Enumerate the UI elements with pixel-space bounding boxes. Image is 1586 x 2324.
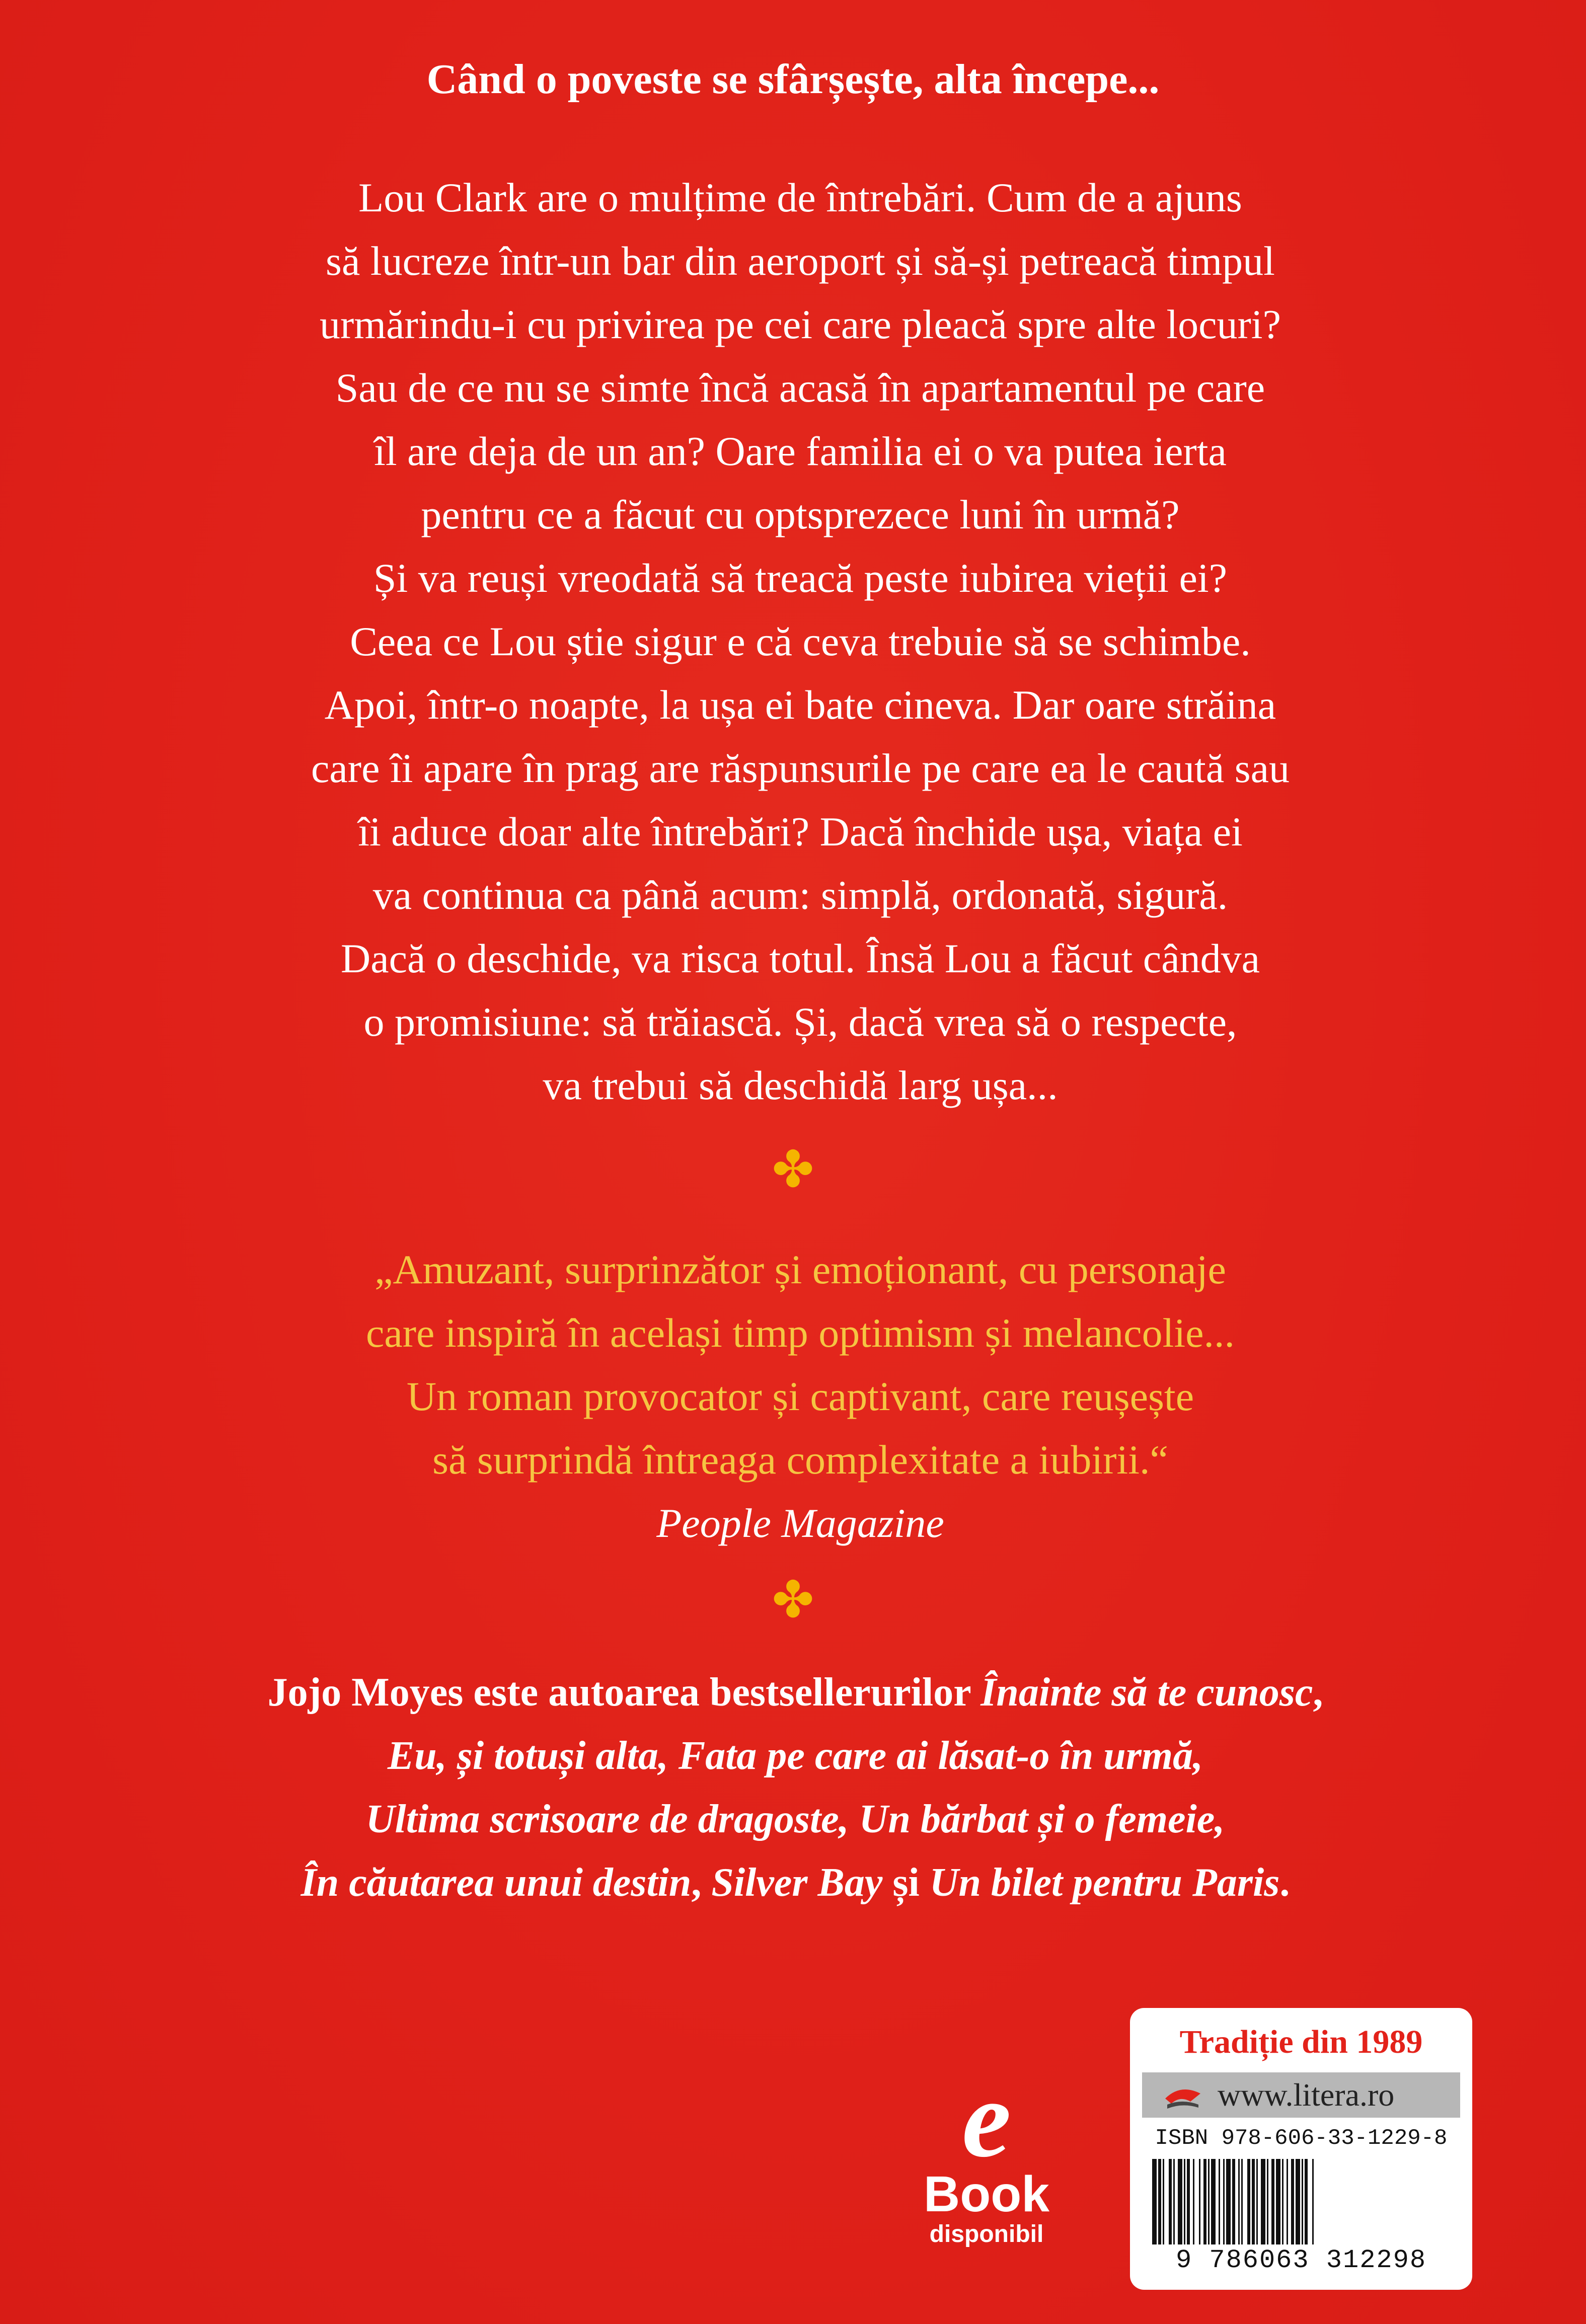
barcode-bar bbox=[1211, 2159, 1216, 2244]
blurb-line: Apoi, într-o noapte, la ușa ei bate cineva. Dar oare străina bbox=[324, 682, 1276, 728]
quote-line: care inspiră în același timp optimism și melancolie... bbox=[365, 1310, 1235, 1356]
ebook-book-label: Book bbox=[924, 2166, 1049, 2222]
barcode-bar bbox=[1163, 2159, 1164, 2244]
barcode-bar bbox=[1232, 2159, 1235, 2244]
blurb-line: o promisiune: să trăiască. Și, dacă vrea să o respecte, bbox=[363, 999, 1237, 1045]
barcode-bar bbox=[1252, 2159, 1255, 2244]
barcode-bar bbox=[1158, 2159, 1161, 2244]
tagline: Când o poveste se sfârșește, alta începe... bbox=[426, 56, 1160, 103]
punctuation: . bbox=[1279, 1861, 1290, 1905]
publisher-strip bbox=[1142, 2072, 1460, 2118]
barcode-bar bbox=[1219, 2159, 1220, 2244]
review-quote bbox=[166, 1238, 1434, 1555]
barcode-bar bbox=[1247, 2159, 1250, 2244]
barcode-bar bbox=[1152, 2159, 1157, 2244]
book-titles: Eu, și totuși alta, Fata pe care ai lăsat-o în urmă, bbox=[387, 1734, 1203, 1778]
ornament-flower-icon: ✤ bbox=[772, 1572, 814, 1628]
publisher-website: www.litera.ro bbox=[1218, 2077, 1395, 2113]
author-line bbox=[91, 1788, 1500, 1851]
blurb-line: Și va reuși vreodată să treacă peste iubirea vieții ei? bbox=[373, 555, 1228, 601]
quote-line: să surprindă întreaga complexitate a iubirii.“ bbox=[432, 1437, 1168, 1483]
blurb-line: Dacă o deschide, va risca totul. Însă Lou a făcut cândva bbox=[341, 936, 1260, 981]
quote-line: „Amuzant, surprinzător și emoționant, cu personaje bbox=[374, 1247, 1226, 1292]
barcode-bar bbox=[1238, 2159, 1240, 2244]
book-title: În căutarea unui destin bbox=[300, 1861, 692, 1905]
blurb-line: îi aduce doar alte întrebări? Dacă închide ușa, viața ei bbox=[358, 809, 1243, 855]
barcode-bar bbox=[1261, 2159, 1265, 2244]
blurb-line: îl are deja de un an? Oare familia ei o va putea ierta bbox=[374, 428, 1227, 474]
conjunction: și bbox=[882, 1861, 930, 1905]
barcode-bar bbox=[1208, 2159, 1210, 2244]
barcode-bar bbox=[1302, 2159, 1303, 2244]
blurb-line: Sau de ce nu se simte încă acasă în apartamentul pe care bbox=[335, 365, 1265, 411]
isbn-label: ISBN 978-606-33-1229-8 bbox=[1155, 2126, 1448, 2151]
blurb-line: Ceea ce Lou știe sigur e că ceva trebuie să se schimbe. bbox=[350, 618, 1251, 664]
publisher-logo-icon bbox=[1160, 2078, 1205, 2112]
blurb bbox=[166, 166, 1434, 1117]
barcode-bar bbox=[1291, 2159, 1294, 2244]
tradition-label: Tradiție din 1989 bbox=[1179, 2024, 1423, 2060]
author-line bbox=[91, 1661, 1500, 1724]
barcode-bar bbox=[1199, 2159, 1200, 2244]
ebook-logo bbox=[911, 2057, 1062, 2280]
blurb-line: va continua ca până acum: simplă, ordonată, sigură. bbox=[372, 872, 1228, 918]
barcode-bar bbox=[1173, 2159, 1175, 2244]
barcode-bar bbox=[1282, 2159, 1283, 2244]
barcode-bar bbox=[1203, 2159, 1206, 2244]
barcode-bar bbox=[1271, 2159, 1274, 2244]
author-intro: Jojo Moyes este autoarea bestsellerurilor bbox=[267, 1670, 981, 1715]
blurb-line: Lou Clark are o mulțime de întrebări. Cum de a ajuns bbox=[358, 175, 1242, 220]
ebook-e-glyph: e bbox=[962, 2057, 1011, 2180]
ebook-available-label: disponibil bbox=[929, 2221, 1044, 2248]
barcode-bar bbox=[1169, 2159, 1172, 2244]
barcode-digits: 9 786063 312298 bbox=[1175, 2245, 1427, 2275]
ornament-flower-icon: ✤ bbox=[772, 1142, 814, 1198]
punctuation: , bbox=[1313, 1670, 1323, 1715]
blurb-line: va trebui să deschidă larg ușa... bbox=[543, 1062, 1058, 1108]
author-line bbox=[91, 1851, 1500, 1914]
barcode-bar bbox=[1276, 2159, 1280, 2244]
blurb-line: să lucreze într-un bar din aeroport și să-și petreacă timpul bbox=[326, 238, 1275, 284]
barcode-bar bbox=[1305, 2159, 1308, 2244]
barcode-bar bbox=[1256, 2159, 1258, 2244]
barcode-bar bbox=[1267, 2159, 1268, 2244]
barcode-bar bbox=[1187, 2159, 1190, 2244]
barcode-panel bbox=[1130, 2008, 1472, 2290]
punctuation: , bbox=[691, 1861, 712, 1905]
quote-line: Un roman provocator și captivant, care reușește bbox=[406, 1373, 1194, 1419]
author-bio bbox=[91, 1661, 1500, 1914]
book-titles: Ultima scrisoare de dragoste, Un bărbat și o femeie, bbox=[365, 1797, 1225, 1841]
book-title: Un bilet pentru Paris bbox=[929, 1861, 1280, 1905]
blurb-line: urmărindu-i cu privirea pe cei care pleacă spre alte locuri? bbox=[320, 301, 1281, 347]
barcode-bar bbox=[1193, 2159, 1194, 2244]
barcode-bar bbox=[1223, 2159, 1225, 2244]
author-line bbox=[91, 1724, 1500, 1788]
barcode-bars bbox=[1150, 2159, 1452, 2244]
blurb-line: pentru ce a făcut cu optsprezece luni în urmă? bbox=[421, 492, 1180, 537]
barcode-bar bbox=[1178, 2159, 1182, 2244]
barcode-bar bbox=[1184, 2159, 1185, 2244]
barcode-bar bbox=[1241, 2159, 1243, 2244]
book-title: Silver Bay bbox=[711, 1861, 883, 1905]
barcode-bar bbox=[1312, 2159, 1314, 2244]
barcode-bar bbox=[1296, 2159, 1300, 2244]
book-title: Înainte să te cunosc bbox=[980, 1670, 1313, 1715]
barcode-bar bbox=[1226, 2159, 1231, 2244]
quote-source: People Magazine bbox=[656, 1500, 944, 1546]
barcode-bar bbox=[1287, 2159, 1288, 2244]
blurb-line: care îi apare în prag are răspunsurile pe care ea le caută sau bbox=[311, 745, 1290, 791]
